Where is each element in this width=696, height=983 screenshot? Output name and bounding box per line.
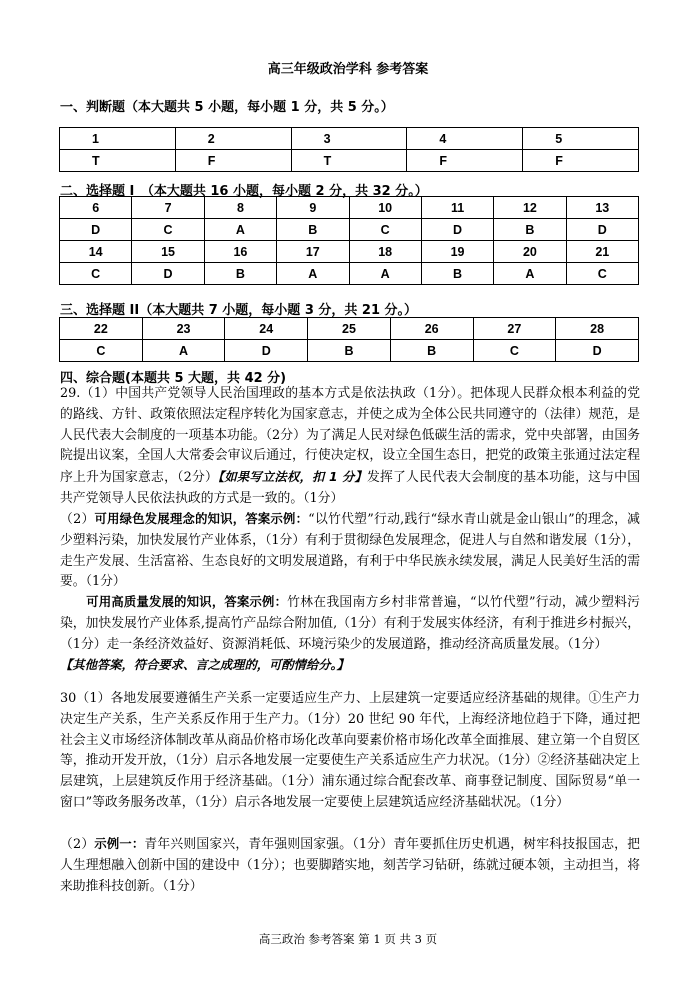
answer-cell: B [277, 219, 349, 241]
answer-cell: C [473, 340, 556, 362]
answer-cell: D [225, 340, 308, 362]
question-number: 2 [175, 128, 291, 150]
answer-cell: F [175, 150, 291, 172]
section-2-heading: 二、选择题 I （本大题共 16 小题，每小题 2 分，共 32 分。） [60, 184, 428, 199]
question-number: 14 [60, 241, 132, 263]
answer-29-2a-text: “以竹代塑”行动,践行“绿水青山就是金山银山”的理念，减少塑料污染，加快发展竹产业体系，（1分）有利于贯彻绿色发展理念，促进人与自然和谐发展（1分），走生产发展、生活富裕、生态良好的文明发展道路，有利于中华民族永续发展，满足人民美好生活的需要。（1分） [60, 512, 640, 590]
question-number: 4 [407, 128, 523, 150]
deduction-note: 【如果写立法权，扣 1 分】 [218, 470, 368, 485]
answer-cell: T [291, 150, 407, 172]
section-1-heading: 一、判断题（本大题共 5 小题，每小题 1 分，共 5 分。） [60, 100, 394, 115]
question-number: 28 [556, 318, 639, 340]
question-number: 23 [142, 318, 225, 340]
question-number: 3 [291, 128, 407, 150]
answer-cell: B [204, 263, 276, 285]
page-title: 高三年级政治学科 参考答案 [267, 62, 429, 77]
answer-cell: A [277, 263, 349, 285]
question-number: 12 [494, 197, 566, 219]
answer-29-1-text-cont: 发挥了人民代表大会制度的基本功能，这与中国共产党领导人民依法执政的方式是一致的。（1分） [60, 470, 640, 506]
answer-example-heading: 示例一： [94, 837, 145, 851]
answer-cell: B [421, 263, 493, 285]
question-number: 27 [473, 318, 556, 340]
answer-30-part-1 [60, 689, 640, 814]
answer-cell: A [494, 263, 566, 285]
answer-cell: D [132, 263, 204, 285]
table-row [60, 219, 639, 241]
question-number: 7 [132, 197, 204, 219]
page-footer: 高三政治 参考答案 第 1 页 共 3 页 [258, 932, 438, 946]
table-row [60, 128, 639, 150]
answer-cell: B [308, 340, 391, 362]
table-row [60, 318, 639, 340]
answer-cell: C [566, 263, 638, 285]
question-number: 18 [349, 241, 421, 263]
question-number: 16 [204, 241, 276, 263]
question-number: 5 [523, 128, 639, 150]
answer-cell: A [142, 340, 225, 362]
answer-cell: A [204, 219, 276, 241]
answer-cell: B [390, 340, 473, 362]
answer-cell: T [60, 150, 176, 172]
answer-cell: C [60, 263, 132, 285]
question-number: 6 [60, 197, 132, 219]
question-number: 13 [566, 197, 638, 219]
question-number: 11 [421, 197, 493, 219]
answer-cell: D [421, 219, 493, 241]
scoring-note: 【其他答案，符合要求、言之成理的，可酌情给分。】 [60, 658, 349, 672]
answer-example-heading: 可用绿色发展理念的知识，答案示例： [94, 512, 309, 526]
part-label: （2） [60, 512, 95, 527]
question-number: 9 [277, 197, 349, 219]
table-row [60, 150, 639, 172]
answer-30-2-text: 青年兴则国家兴，青年强则国家强。（1分）青年要抓住历史机遇，树牢科技报国志，把人生理想融入创新中国的建设中（1分）；也要脚踏实地，刻苦学习钻研，练就过硬本领，主动担当，将来助推科技创新。（1分） [60, 837, 640, 894]
table-row [60, 340, 639, 362]
question-number: 1 [60, 128, 176, 150]
section-4-heading: 四、综合题(本题共 5 大题，共 42 分) [60, 371, 287, 386]
table-row [60, 263, 639, 285]
question-number: 17 [277, 241, 349, 263]
question-number: 21 [566, 241, 638, 263]
choice-1-answer-table [59, 196, 639, 285]
answer-29-part-1 [60, 384, 640, 510]
answer-29-1-text: 29.（1）中国共产党领导人民治国理政的基本方式是依法执政（1分）。把体现人民群众根本利益的党的路线、方针、政策依照法定程序转化为国家意志，并使之成为全体公民共同遵守的（法律）规范，是人民代表大会制度的一项基本功能。（2分）为了满足人民对绿色低碳生活的需求，党中央部署，由国务院提出议案，全国人大常委会审议后通过，行使决定权，设立全国生态日，把党的政策主张通过法定程序上升为国家意志，（2分） [60, 386, 640, 486]
part-label: （2） [60, 837, 95, 852]
question-number: 24 [225, 318, 308, 340]
answer-cell: D [60, 219, 132, 241]
question-number: 8 [204, 197, 276, 219]
answer-example-heading: 可用高质量发展的知识，答案示例： [86, 595, 288, 609]
answer-29-2b-text: 竹林在我国南方乡村非常普遍，“以竹代塑”行动，减少塑料污染，加快发展竹产业体系,提高竹产品综合附加值,（1分）有利于发展实体经济，有利于推进乡村振兴，（1分）走一条经济效益好、资源消耗低、环境污染少的发展道路，推动经济高质量发展。（1分） [60, 595, 640, 652]
answer-29-part-2b [60, 592, 640, 655]
answer-cell: C [60, 340, 143, 362]
answer-cell: D [556, 340, 639, 362]
answer-cell: D [566, 219, 638, 241]
table-row [60, 197, 639, 219]
answer-30-1-text: 30（1）各地发展要遵循生产关系一定要适应生产力、上层建筑一定要适应经济基础的规律。①生产力决定生产关系，生产关系反作用于生产力。（1分）20 世纪 90 年代，上海经济地位趋于下降，通过把社会主义市场经济体制改革从商品价格市场化改革向要素价格市场化改革全面推展、建立第一个自贸区等，推动开发开放，（1分）启示各地发展一定要使生产关系适应生产力状况。（1分）②经济基础决定上层建筑，上层建筑反作用于经济基础。（1分）浦东通过综合配套改革、商事登记制度、国际贸易“单一窗口”等政务服务改革，（1分）启示各地发展一定要使上层建筑适应经济基础状况。（1分） [60, 691, 640, 810]
answer-30-part-2 [60, 834, 640, 897]
answer-cell: F [523, 150, 639, 172]
answer-29-part-2a [60, 509, 640, 593]
question-number: 15 [132, 241, 204, 263]
choice-2-answer-table [59, 317, 639, 362]
answer-cell: B [494, 219, 566, 241]
answer-cell: A [349, 263, 421, 285]
question-number: 22 [60, 318, 143, 340]
question-number: 25 [308, 318, 391, 340]
question-number: 26 [390, 318, 473, 340]
answer-cell: C [132, 219, 204, 241]
question-number: 19 [421, 241, 493, 263]
answer-cell: C [349, 219, 421, 241]
answer-cell: F [407, 150, 523, 172]
judgement-answer-table [59, 127, 639, 172]
question-number: 20 [494, 241, 566, 263]
section-3-heading: 三、选择题 II（本大题共 7 小题，每小题 3 分，共 21 分。） [60, 303, 418, 318]
question-number: 10 [349, 197, 421, 219]
table-row [60, 241, 639, 263]
